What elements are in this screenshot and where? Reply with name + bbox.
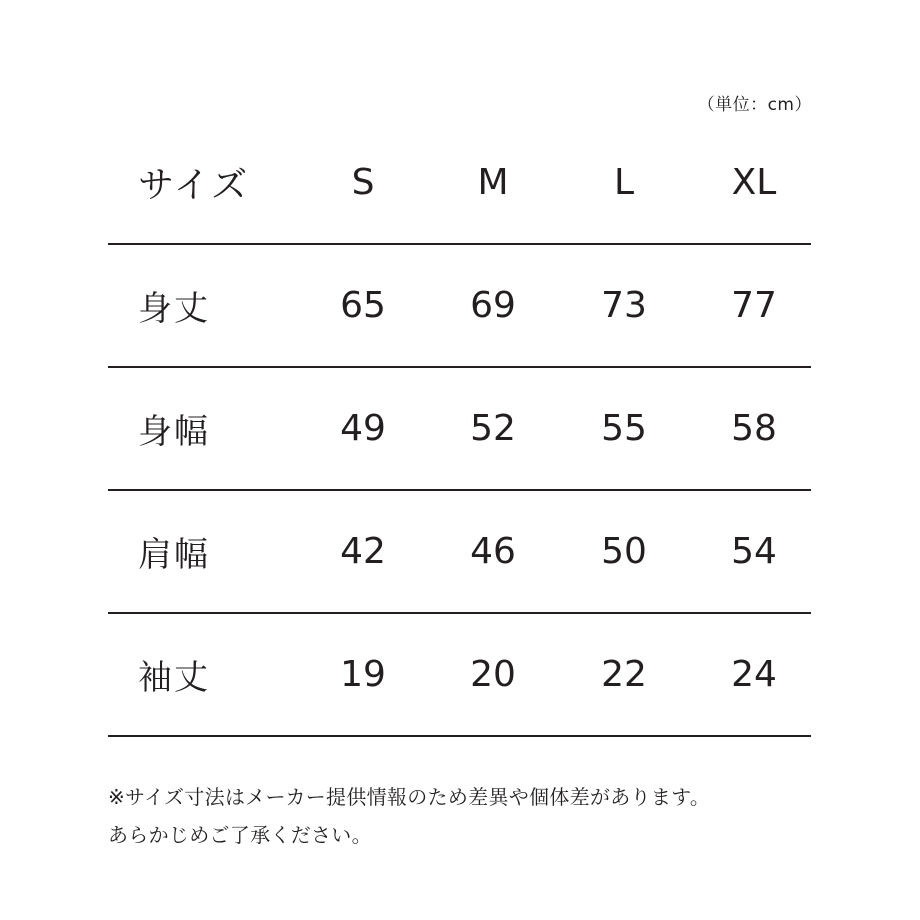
footnote-line-1: ※サイズ寸法はメーカー提供情報のため差異や個体差があります。 [108,785,711,809]
table-row [108,368,811,491]
header-label: サイズ [138,165,250,206]
table-cell: 77 [731,285,777,326]
table-cell: 49 [340,408,386,449]
table-cell: 65 [340,285,386,326]
table-cell: 50 [601,531,647,572]
table-cell: 46 [470,531,516,572]
size-chart-table [108,122,811,737]
table-cell: 24 [731,654,777,695]
footnote-line-2: あらかじめご了承ください。 [108,823,372,847]
table-row [108,491,811,614]
header-size-xl: XL [731,162,777,203]
row-label: 身幅 [138,412,210,452]
table-cell: 54 [731,531,777,572]
table-cell: 73 [601,285,647,326]
header-size-m: M [477,162,509,203]
table-cell: 69 [470,285,516,326]
table-cell: 22 [601,654,647,695]
table-cell: 19 [340,654,386,695]
header-size-s: S [351,162,375,203]
table-cell: 52 [470,408,516,449]
unit-note: （単位：cm） [697,95,812,115]
table-cell: 42 [340,531,386,572]
table-row [108,614,811,737]
table-cell: 58 [731,408,777,449]
header-size-l: L [613,162,635,203]
table-header-row [108,122,811,245]
table-cell: 55 [601,408,647,449]
footnote [108,778,828,854]
row-label: 袖丈 [138,658,210,698]
table-cell: 20 [470,654,516,695]
row-label: 肩幅 [138,535,210,575]
table-row [108,245,811,368]
row-label: 身丈 [138,289,210,329]
